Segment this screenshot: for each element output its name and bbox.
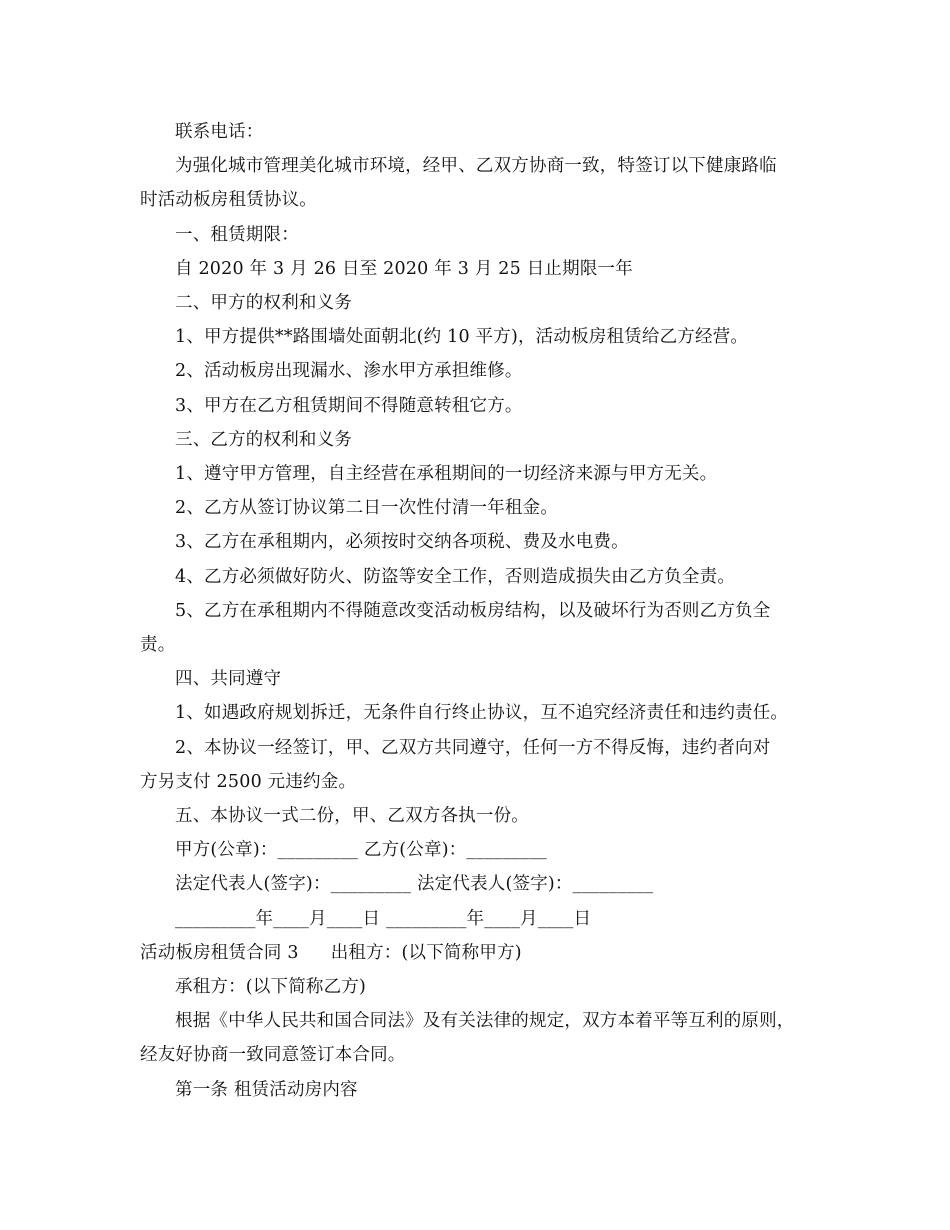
- party-b-clause-2: 2、乙方从签订协议第二日一次性付清一年租金。: [175, 498, 559, 519]
- party-b-clause-5-line-2: 责。: [140, 635, 176, 656]
- party-a-clause-2: 2、活动板房出现漏水、渗水甲方承担维修。: [175, 361, 523, 382]
- party-a-clause-3: 3、甲方在乙方租赁期间不得随意转租它方。: [175, 395, 523, 416]
- representative-signature-line: 法定代表人(签字)：_________ 法定代表人(签字)：_________: [175, 874, 654, 895]
- intro-paragraph-line-2: 时活动板房租赁协议。: [140, 190, 317, 211]
- section-heading-party-a: 二、甲方的权利和义务: [175, 293, 352, 314]
- contract3-preamble-line-2: 经友好协商一致同意签订本合同。: [140, 1045, 406, 1066]
- intro-paragraph-line-1: 为强化城市管理美化城市环境，经甲、乙双方协商一致，特签订以下健康路临: [175, 156, 777, 177]
- section-heading-lease-term: 一、租赁期限：: [175, 224, 299, 245]
- mutual-clause-1: 1、如遇政府规划拆迁，无条件自行终止协议，互不追究经济责任和违约责任。: [175, 703, 789, 724]
- party-b-clause-1: 1、遵守甲方管理，自主经营在承租期间的一切经济来源与甲方无关。: [175, 464, 718, 485]
- contract3-title: 活动板房租赁合同 3: [140, 942, 299, 963]
- section-heading-mutual: 四、共同遵守: [175, 669, 282, 690]
- contact-phone-line: 联系电话：: [175, 122, 264, 142]
- contract3-lessor: 出租方：(以下简称甲方): [330, 942, 522, 963]
- section-heading-copies: 五、本协议一式二份，甲、乙双方各执一份。: [175, 806, 529, 827]
- party-b-clause-4: 4、乙方必须做好防火、防盗等安全工作，否则造成损失由乙方负全责。: [175, 566, 736, 587]
- mutual-clause-2-line-2: 方另支付 2500 元违约金。: [140, 771, 357, 792]
- seal-line: 甲方(公章)：_________ 乙方(公章)：_________: [175, 840, 547, 861]
- party-b-clause-3: 3、乙方在承租期内，必须按时交纳各项税、费及水电费。: [175, 532, 629, 553]
- contract3-article-1-heading: 第一条 租赁活动房内容: [175, 1079, 358, 1100]
- section-heading-party-b: 三、乙方的权利和义务: [175, 429, 352, 450]
- date-line: _________年____月____日 _________年____月____日: [175, 908, 592, 929]
- contract3-lessee: 承租方：(以下简称乙方): [175, 977, 367, 998]
- party-b-clause-5-line-1: 5、乙方在承租期内不得随意改变活动板房结构，以及破坏行为否则乙方负全: [175, 600, 771, 621]
- party-a-clause-1: 1、甲方提供**路围墙处面朝北(约 10 平方)，活动板房租赁给乙方经营。: [175, 327, 749, 348]
- document-body: [140, 115, 812, 1107]
- mutual-clause-2-line-1: 2、本协议一经签订，甲、乙双方共同遵守，任何一方不得反悔，违约者向对: [175, 737, 771, 758]
- contract3-preamble-line-1: 根据《中华人民共和国合同法》及有关法律的规定，双方本着平等互利的原则，: [175, 1011, 795, 1032]
- contract3-heading: [140, 936, 812, 970]
- lease-term-text: 自 2020 年 3 月 26 日至 2020 年 3 月 25 日止期限一年: [175, 258, 633, 279]
